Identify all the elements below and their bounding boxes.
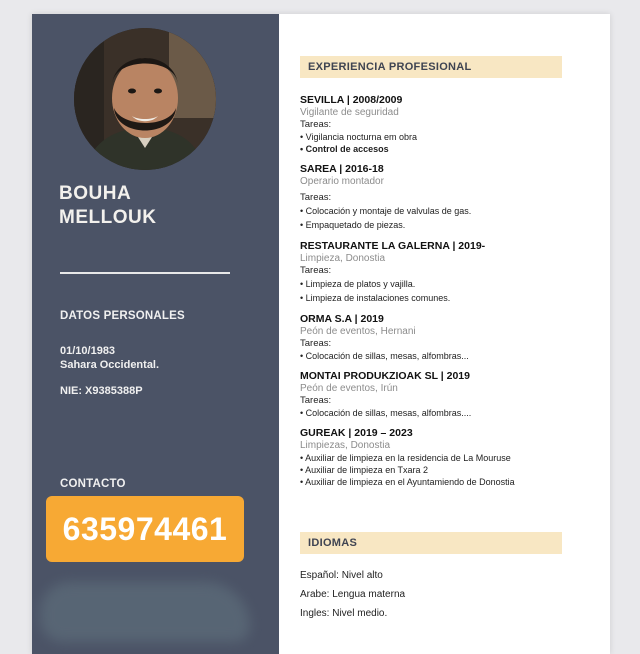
personal-data	[60, 344, 159, 372]
job-task: • Auxiliar de limpieza en el Ayuntamiendo de Donostia	[300, 476, 600, 488]
job-title: ORMA S.A | 2019	[300, 313, 384, 325]
job-role: Limpiezas, Donostia	[300, 440, 391, 451]
job-title: SEVILLA | 2008/2009	[300, 94, 403, 106]
job-tasks-label: Tareas:	[300, 119, 332, 130]
job-title: GUREAK | 2019 – 2023	[300, 427, 413, 439]
job-task: • Colocación de sillas, mesas, alfombras....	[300, 407, 600, 419]
profile-photo	[74, 28, 216, 170]
job-entry	[300, 313, 600, 362]
job-task: • Empaquetado de piezas.	[300, 218, 600, 232]
personal-data-title: DATOS PERSONALES	[60, 310, 185, 322]
job-tasks-label: Tareas:	[300, 338, 332, 349]
job-tasks-label: Tareas:	[300, 192, 332, 203]
experience-section-title: EXPERIENCIA PROFESIONAL	[300, 56, 562, 78]
job-entry	[300, 94, 600, 155]
full-name	[59, 182, 156, 230]
job-role: Vigilante de seguridad	[300, 107, 399, 118]
job-task: • Auxiliar de limpieza en la residencia de La Mouruse	[300, 452, 600, 464]
job-entry	[300, 240, 600, 305]
job-title: MONTAI PRODUKZIOAK SL | 2019	[300, 370, 470, 382]
job-tasks-label: Tareas:	[300, 265, 332, 276]
experience-list	[300, 94, 600, 496]
job-task: • Limpieza de instalaciones comunes.	[300, 291, 600, 305]
phone-number[interactable]: 635974461	[46, 496, 244, 562]
job-task: • Colocación y montaje de valvulas de gas.	[300, 204, 600, 218]
birth-date: 01/10/1983	[60, 345, 116, 357]
blurred-area	[40, 582, 250, 642]
language-item: Español: Nivel alto	[300, 570, 383, 581]
language-item: Ingles: Nivel medio.	[300, 608, 388, 619]
job-role: Operario montador	[300, 176, 384, 187]
job-entry	[300, 370, 600, 419]
main-content	[279, 14, 610, 654]
name-divider	[60, 272, 230, 274]
job-entry	[300, 427, 600, 488]
person-photo-icon	[74, 28, 216, 170]
job-task: • Limpieza de platos y vajilla.	[300, 277, 600, 291]
languages-list	[300, 566, 405, 623]
first-name: BOUHA	[59, 183, 132, 204]
job-role: Limpieza, Donostia	[300, 253, 386, 264]
birth-place: Sahara Occidental.	[60, 359, 160, 371]
resume-page	[32, 14, 610, 654]
sidebar	[32, 14, 279, 654]
job-task: • Colocación de sillas, mesas, alfombras...	[300, 350, 600, 362]
job-task: • Control de accesos	[300, 143, 600, 155]
job-role: Peón de eventos, Irún	[300, 383, 398, 394]
nie-number: NIE: X9385388P	[60, 385, 143, 397]
job-task: • Vigilancia nocturna em obra	[300, 131, 600, 143]
job-title: RESTAURANTE LA GALERNA | 2019-	[300, 240, 486, 252]
job-role: Peón de eventos, Hernani	[300, 326, 416, 337]
last-name: MELLOUK	[59, 207, 157, 228]
language-item: Arabe: Lengua materna	[300, 589, 406, 600]
job-title: SAREA | 2016-18	[300, 163, 384, 175]
job-entry	[300, 163, 600, 232]
contact-title: CONTACTO	[60, 478, 126, 490]
languages-section-title: IDIOMAS	[300, 532, 562, 554]
job-tasks-label: Tareas:	[300, 395, 332, 406]
job-task: • Auxiliar de limpieza en Txara 2	[300, 464, 600, 476]
